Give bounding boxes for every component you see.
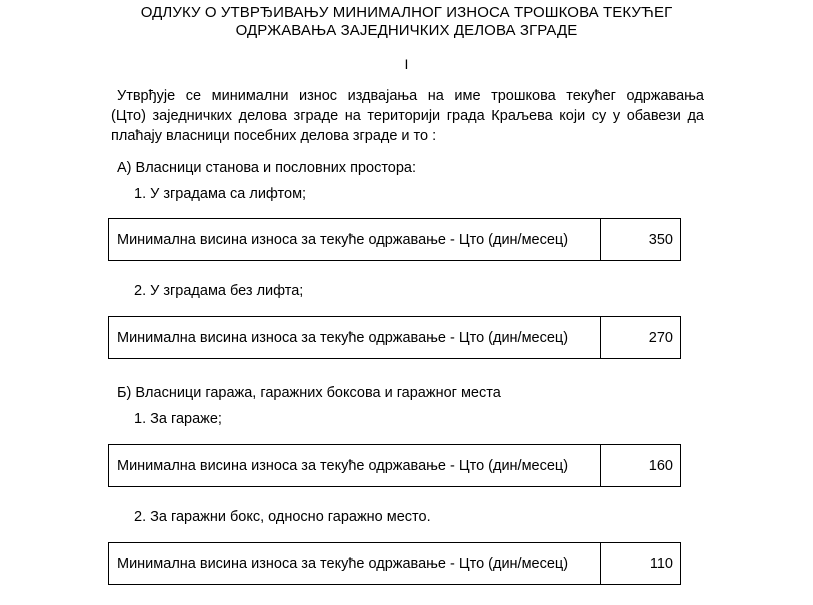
fee-table-row bbox=[108, 316, 681, 359]
fee-description: Минимална висина износа за текуће одржавање - Цто (дин/месец) bbox=[109, 317, 601, 358]
fee-value: 160 bbox=[648, 457, 673, 474]
intro-paragraph bbox=[111, 86, 704, 146]
intro-line-2: (Цто) заједничких делова зграде на територији града Краљева који су у обавези да bbox=[111, 108, 704, 124]
intro-line-1: Утврђује се минимални износ издвајања на име трошкова текућег одржавања bbox=[117, 88, 704, 104]
group-b-label: Б) Власници гаража, гаражних боксова и гаражног места bbox=[117, 385, 501, 401]
document-title-line-2: ОДРЖАВАЊА ЗАЈЕДНИЧКИХ ДЕЛОВА ЗГРАДЕ bbox=[235, 22, 578, 39]
intro-line-3: плаћају власници посебних делова зграде и то : bbox=[111, 128, 437, 144]
fee-table-row bbox=[108, 218, 681, 261]
fee-description: Минимална висина износа за текуће одржавање - Цто (дин/месец) bbox=[109, 219, 601, 260]
fee-value: 350 bbox=[648, 231, 673, 248]
fee-table-row bbox=[108, 444, 681, 487]
group-b-item-2-label: 2. За гаражни бокс, односно гаражно место. bbox=[134, 509, 431, 525]
group-b-item-1-label: 1. За гараже; bbox=[134, 411, 222, 427]
section-number: I bbox=[404, 56, 409, 72]
fee-description: Минимална висина износа за текуће одржавање - Цто (дин/месец) bbox=[109, 445, 601, 486]
group-a-item-1-label: 1. У зградама са лифтом; bbox=[134, 186, 307, 202]
fee-description: Минимална висина износа за текуће одржавање - Цто (дин/месец) bbox=[109, 543, 601, 584]
group-a-item-2-label: 2. У зградама без лифта; bbox=[134, 283, 304, 299]
fee-table-row bbox=[108, 542, 681, 585]
document-title-line-1: ОДЛУКУ О УТВРЂИВАЊУ МИНИМАЛНОГ ИЗНОСА ТРОШКОВА ТЕКУЋЕГ bbox=[140, 4, 673, 21]
fee-value: 110 bbox=[649, 555, 673, 572]
group-a-label: А) Власници станова и пословних простора: bbox=[117, 160, 417, 176]
fee-value: 270 bbox=[648, 329, 673, 346]
